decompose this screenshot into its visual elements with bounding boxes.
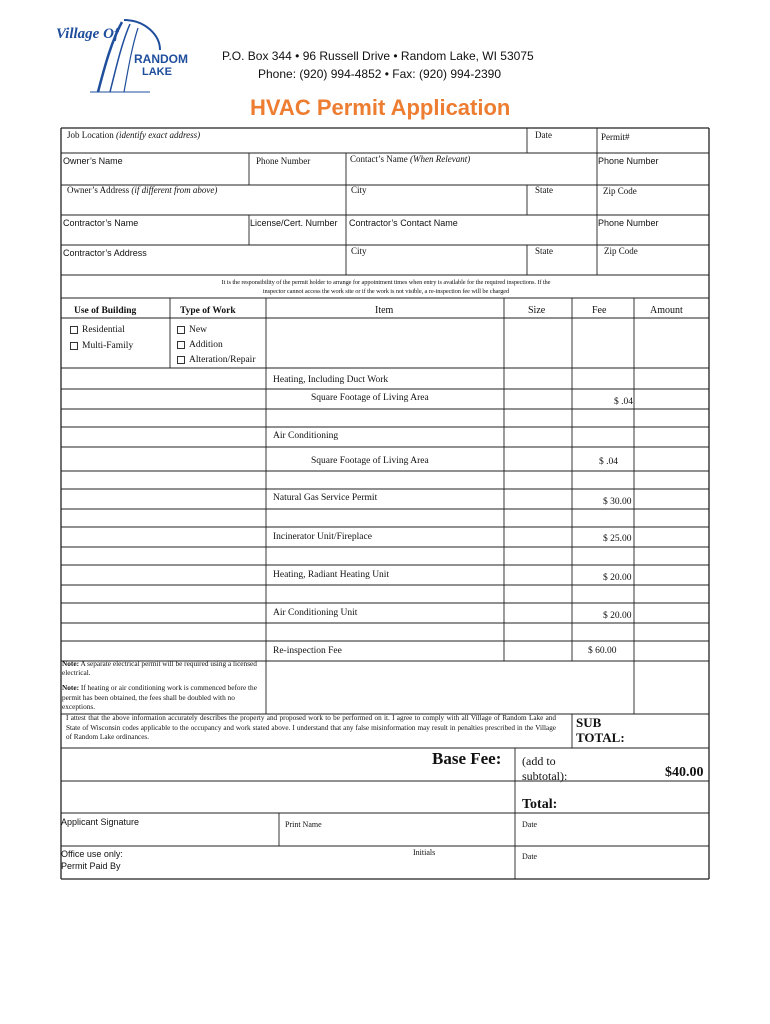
permit-no-label[interactable]: Permit#: [601, 132, 630, 142]
fee-header: Fee: [592, 305, 607, 316]
note-electrical: [62, 659, 264, 677]
note-label: Note:: [62, 683, 80, 692]
note-text: If heating or air conditioning work is commenced before the permit has been obtained, the fees shall be doubled with no exceptions.: [62, 683, 257, 711]
item-ac-unit: Air Conditioning Unit: [273, 608, 358, 618]
owners-address-label[interactable]: [67, 186, 217, 196]
work-option-label: Addition: [189, 339, 223, 350]
office-use-label: Office use only:: [61, 849, 123, 859]
work-option-alteration[interactable]: [177, 352, 255, 367]
contractor-contact-label[interactable]: Contractor’s Contact Name: [349, 218, 458, 228]
job-location-text: Job Location: [67, 130, 114, 140]
initials-label[interactable]: Initials: [413, 848, 436, 857]
fee-sqft-1: $ .04: [614, 397, 633, 407]
attestation-text: I attest that the above information accurately describes the property and proposed work to be performed on it. I agree to comply with all Village of Random Lake and State of Wisconsin codes applicable to the occupancy and work stated above. I understand that any false misinformation may result in penalties prescribed in the Village of Random Lake ordinances.: [66, 714, 556, 742]
item-air-conditioning: Air Conditioning: [273, 431, 339, 441]
contacts-name-text: Contact’s Name: [350, 154, 408, 164]
item-gas-service: Natural Gas Service Permit: [273, 493, 378, 503]
use-option-label: Residential: [82, 325, 125, 335]
license-number-label[interactable]: License/Cert. Number: [250, 218, 338, 228]
logo-text-bottom: LAKE: [142, 66, 172, 78]
use-of-building-header: Use of Building: [74, 306, 137, 316]
print-name-label[interactable]: Print Name: [285, 820, 322, 829]
item-sqft-1: Square Footage of Living Area: [311, 393, 429, 403]
work-option-new[interactable]: [177, 322, 255, 337]
amount-header: Amount: [650, 305, 683, 316]
fee-gas-service: $ 30.00: [603, 497, 632, 507]
job-location-note: (identify exact address): [116, 130, 201, 140]
use-options: [70, 322, 133, 354]
contractors-name-label[interactable]: Contractor’s Name: [63, 218, 139, 228]
use-option-label: Multi-Family: [82, 341, 134, 351]
add-to-subtotal-label: (add to subtotal):: [522, 754, 568, 783]
date-signature-label[interactable]: Date: [522, 820, 538, 829]
checkbox-icon[interactable]: [177, 341, 185, 349]
address-line: P.O. Box 344 • 96 Russell Drive • Random Lake, WI 53075: [222, 49, 534, 63]
job-location-label[interactable]: [67, 131, 200, 141]
total-label: Total:: [522, 797, 558, 812]
base-fee-label: Base Fee:: [432, 749, 502, 768]
owners-address-text: Owner’s Address: [67, 185, 130, 195]
contractors-address-label[interactable]: Contractor’s Address: [63, 248, 147, 258]
note-text: A separate electrical permit will be required using a licensed electrical.: [62, 659, 257, 677]
notice-line-1: It is the responsibility of the permit holder to arrange for appointment times when entry is available for the required inspections. If the: [221, 279, 551, 286]
applicant-signature-label[interactable]: Applicant Signature: [61, 817, 140, 827]
page-title: HVAC Permit Application: [250, 95, 511, 120]
notice-line-2: inspector cannot access the work site or if the work is not visible, a re-inspection fee will be charged: [262, 288, 510, 295]
owners-name-label[interactable]: Owner’s Name: [63, 156, 123, 166]
logo: [50, 10, 210, 100]
size-header: Size: [528, 305, 546, 316]
item-reinspection: Re-inspection Fee: [273, 646, 342, 656]
city-1-label[interactable]: City: [351, 185, 367, 195]
item-heating-duct: Heating, Including Duct Work: [273, 375, 389, 385]
fee-sqft-2: $ .04: [599, 457, 618, 467]
owners-address-note: (if different from above): [131, 185, 218, 195]
item-radiant: Heating, Radiant Heating Unit: [273, 570, 390, 580]
logo-text-top: Village Of: [56, 26, 119, 42]
fee-ac-unit: $ 20.00: [603, 611, 632, 621]
state-1-label[interactable]: State: [535, 185, 553, 195]
date-label[interactable]: Date: [535, 130, 552, 140]
phone-number-1-label[interactable]: Phone Number: [256, 156, 311, 166]
date-office-label[interactable]: Date: [522, 852, 538, 861]
note-doubled-fees: [62, 683, 264, 712]
contacts-name-note: (When Relevant): [410, 154, 471, 164]
fee-radiant: $ 20.00: [603, 573, 632, 583]
type-of-work-header: Type of Work: [180, 306, 236, 316]
work-option-label: Alteration/Repair: [189, 354, 256, 365]
zip-2-label[interactable]: Zip Code: [604, 246, 638, 256]
item-incinerator: Incinerator Unit/Fireplace: [273, 532, 372, 542]
item-header: Item: [375, 305, 394, 316]
use-option-residential[interactable]: [70, 322, 133, 338]
zip-1-label[interactable]: Zip Code: [603, 186, 637, 196]
note-label: Note:: [62, 659, 80, 668]
logo-text-mid: RANDOM: [134, 52, 188, 66]
checkbox-icon[interactable]: [70, 342, 78, 350]
item-sqft-2: Square Footage of Living Area: [311, 456, 429, 466]
inspection-notice: [62, 278, 710, 296]
checkbox-icon[interactable]: [177, 356, 185, 364]
city-2-label[interactable]: City: [351, 246, 367, 256]
phone-line: Phone: (920) 994-4852 • Fax: (920) 994-2390: [258, 67, 502, 81]
sub-total-label: SUB TOTAL:: [576, 715, 625, 745]
fee-reinspection: $ 60.00: [588, 646, 617, 656]
work-options: [177, 322, 255, 367]
state-2-label[interactable]: State: [535, 246, 553, 256]
contacts-name-label[interactable]: [350, 155, 470, 165]
phone-number-3-label[interactable]: Phone Number: [598, 218, 659, 228]
checkbox-icon[interactable]: [70, 326, 78, 334]
checkbox-icon[interactable]: [177, 326, 185, 334]
permit-paid-by-label[interactable]: Permit Paid By: [61, 861, 121, 871]
use-option-multi-family[interactable]: [70, 338, 133, 354]
base-fee-amount: $40.00: [665, 765, 704, 780]
work-option-addition[interactable]: [177, 337, 255, 352]
phone-number-2-label[interactable]: Phone Number: [598, 156, 659, 166]
work-option-label: New: [189, 324, 207, 335]
fee-incinerator: $ 25.00: [603, 534, 632, 544]
